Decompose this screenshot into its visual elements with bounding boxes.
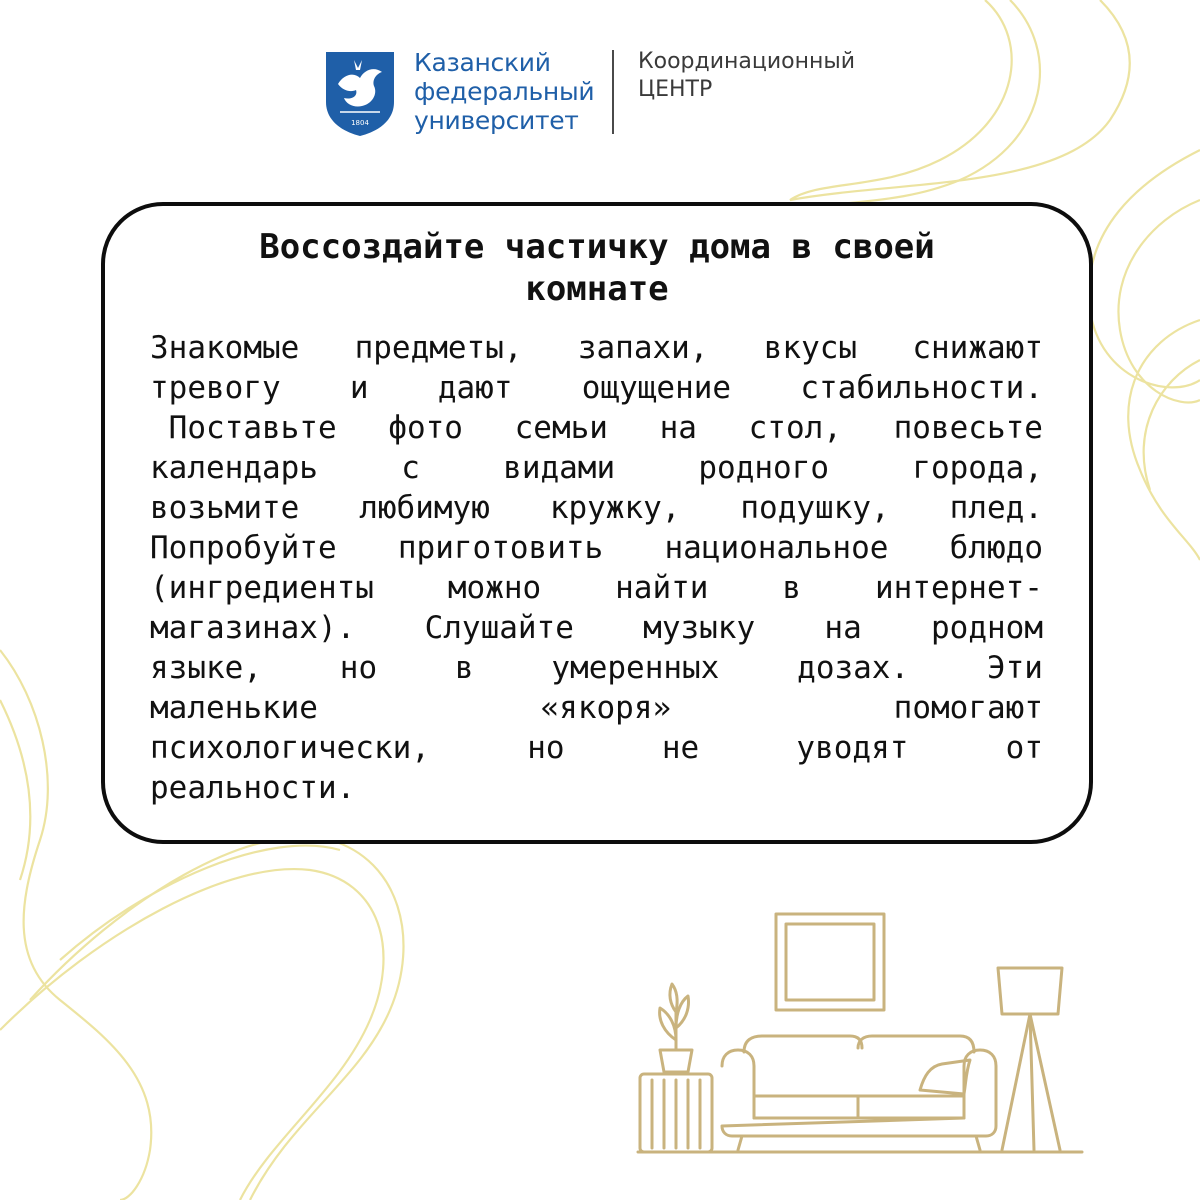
card-body-word: подушку, bbox=[740, 490, 890, 526]
wall-picture-frame bbox=[776, 914, 884, 1010]
card-body-word: не bbox=[661, 730, 700, 766]
card-body-word: магазинах). bbox=[150, 610, 356, 646]
living-room-illustration bbox=[630, 900, 1090, 1160]
card-body-word: ощущение bbox=[581, 370, 732, 406]
card-body-word: Поставьте bbox=[150, 410, 337, 446]
card-body-word: видами bbox=[503, 450, 616, 486]
card-body-word: (ингредиенты bbox=[150, 570, 374, 606]
coordination-center-name bbox=[638, 48, 855, 104]
card-title bbox=[165, 226, 1029, 310]
card-body-word: можно bbox=[447, 570, 542, 606]
card-body-word: в bbox=[782, 570, 802, 606]
card-body-word: приготовить bbox=[397, 530, 604, 566]
card-body-word: календарь bbox=[150, 450, 318, 486]
card-body-line bbox=[150, 768, 1043, 808]
card-body-word: родного bbox=[698, 450, 830, 486]
card-body-word: снижают bbox=[912, 330, 1043, 366]
card-body-word: умеренных bbox=[551, 650, 720, 686]
university-name-line: университет bbox=[414, 106, 579, 135]
card-body-word: предметы, bbox=[354, 330, 523, 366]
card-body-word: с bbox=[401, 450, 420, 486]
card-body-word: плед. bbox=[949, 490, 1043, 526]
card-body-line bbox=[150, 528, 1043, 568]
card-title-line: Воссоздайте частичку дома в своей bbox=[259, 227, 935, 267]
card-body-word: семьи bbox=[514, 410, 608, 446]
card-body-word: на bbox=[824, 610, 862, 646]
university-name-line: Казанский bbox=[414, 48, 551, 77]
card-body-line bbox=[150, 368, 1043, 408]
card-body-line bbox=[150, 728, 1043, 768]
card-body-word: стабильности. bbox=[800, 370, 1043, 406]
card-body-line bbox=[150, 568, 1043, 608]
card-body-word: реальности. bbox=[150, 770, 356, 806]
card-body-line bbox=[150, 328, 1043, 368]
card-body-word: уводят bbox=[796, 730, 909, 766]
card-body-word: на bbox=[659, 410, 697, 446]
card-body-word: от bbox=[1005, 730, 1043, 766]
floor-lamp-leg bbox=[1002, 1014, 1030, 1150]
card-body-word: но bbox=[339, 650, 378, 686]
card-body-word: маленькие bbox=[150, 690, 318, 726]
card-body-word: города, bbox=[912, 450, 1043, 486]
card-body-line bbox=[150, 688, 1043, 728]
card-body-word: дают bbox=[437, 370, 513, 406]
card-body-word: запахи, bbox=[577, 330, 709, 366]
card-body-line bbox=[150, 408, 1043, 448]
card-body-word: блюдо bbox=[949, 530, 1043, 566]
card-body-line bbox=[150, 448, 1043, 488]
card-body-word: вкусы bbox=[763, 330, 858, 366]
card-body-word: дозах. bbox=[797, 650, 910, 686]
floor-lamp-shade bbox=[998, 968, 1062, 1014]
center-name-line: ЦЕНТР bbox=[638, 77, 713, 102]
card-body-word: родном bbox=[931, 610, 1043, 646]
tip-card bbox=[101, 202, 1093, 844]
kfu-crest-icon bbox=[324, 50, 396, 138]
card-body-word: «якоря» bbox=[540, 690, 672, 726]
university-name bbox=[414, 48, 594, 135]
card-body-word: помогают bbox=[893, 690, 1043, 726]
card-body-word: фото bbox=[388, 410, 463, 446]
card-body-word: тревогу bbox=[150, 370, 281, 406]
card-body-word: интернет- bbox=[874, 570, 1043, 606]
card-body-word: Попробуйте bbox=[150, 530, 337, 566]
card-body-word: музыку bbox=[643, 610, 756, 646]
card-body-line bbox=[150, 648, 1043, 688]
university-name-line: федеральный bbox=[414, 77, 595, 106]
card-body-word: психологически, bbox=[150, 730, 430, 766]
card-body-word: в bbox=[454, 650, 474, 686]
card-body-line bbox=[150, 488, 1043, 528]
card-body-word: Знакомые bbox=[150, 330, 300, 366]
card-body-word: возьмите bbox=[150, 490, 300, 526]
card-body-word: национальное bbox=[664, 530, 889, 566]
card-body-word: но bbox=[527, 730, 565, 766]
crest-year: 1804 bbox=[351, 119, 369, 127]
header-logo-block bbox=[322, 48, 882, 140]
card-body-word: кружку, bbox=[549, 490, 681, 526]
card-body-word: любимую bbox=[359, 490, 490, 526]
card-body-word: найти bbox=[615, 570, 709, 606]
sofa-back bbox=[744, 1036, 862, 1052]
card-title-line: комнате bbox=[525, 269, 669, 309]
card-body-word: повесьте bbox=[893, 410, 1043, 446]
card-body-word: Слушайте bbox=[424, 610, 574, 646]
plant-pot bbox=[660, 1050, 692, 1072]
card-body-word: языке, bbox=[150, 650, 262, 686]
card-body-word: и bbox=[349, 370, 369, 406]
card-body-text bbox=[150, 328, 1043, 808]
center-name-line: Координационный bbox=[638, 49, 856, 74]
card-body-word: Эти bbox=[986, 650, 1043, 686]
card-body-word: стол, bbox=[748, 410, 842, 446]
logo-divider bbox=[612, 50, 614, 134]
card-body-line bbox=[150, 608, 1043, 648]
